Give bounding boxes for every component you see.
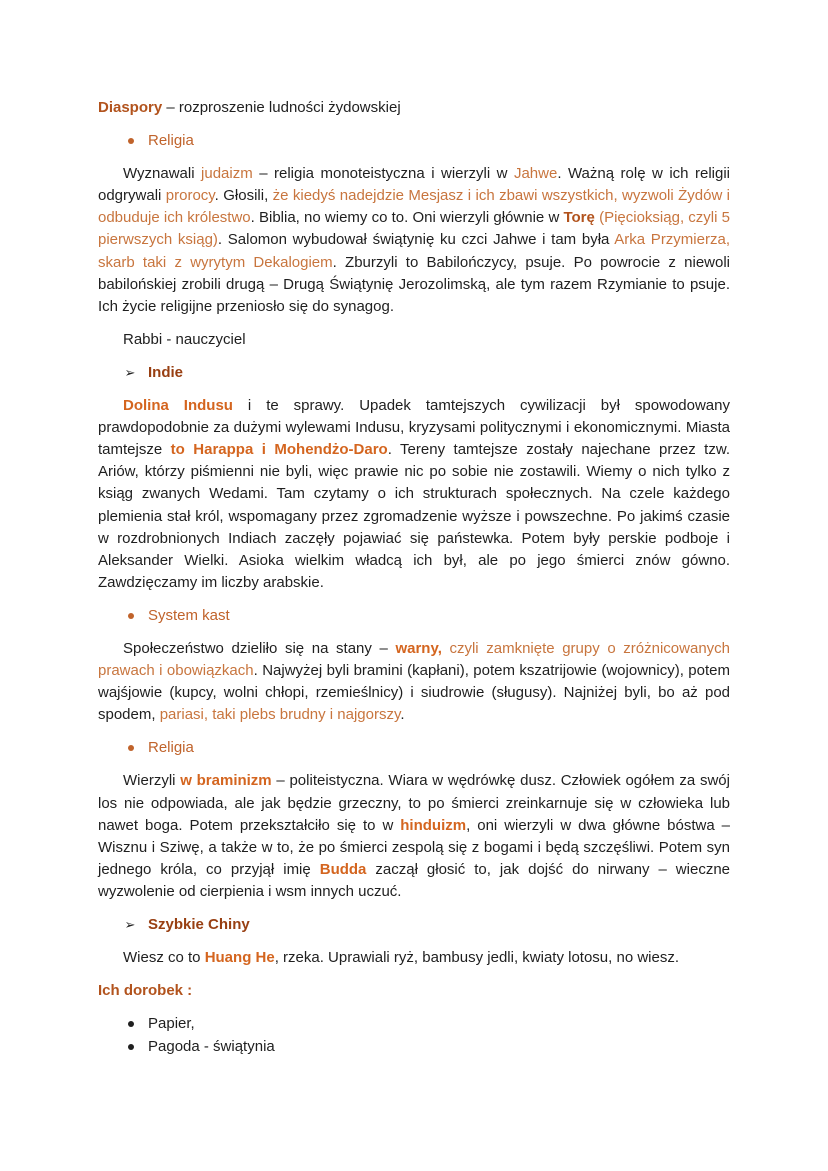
term-diaspory: Diaspory — [98, 99, 163, 116]
text: Społeczeństwo dzieliło się na stany – — [123, 639, 396, 657]
section-heading-system-kast — [98, 605, 730, 627]
paragraph-kasty — [98, 638, 730, 726]
text: . Salomon wybudował świątynię ku czci Jahwe i tam była — [217, 231, 615, 249]
achievements-heading: Ich dorobek : — [98, 982, 193, 1000]
highlight-pariasi: pariasi, taki plebs brudny i najgorszy — [159, 706, 401, 724]
arrow-bullet-icon: ➢ — [124, 364, 136, 380]
highlight-mesjasz: że kiedyś nadejdzie Mesjasz i ich zbawi wszystkich, wyzwoli Żydów i odbuduje ich królestwo — [98, 187, 731, 227]
document-page — [98, 97, 730, 1058]
text: . — [400, 706, 405, 724]
section-title: Religia — [148, 739, 194, 757]
section-heading-religia — [98, 130, 730, 152]
text: – religia monoteistyczna i wierzyli w — [252, 165, 514, 183]
text: Wiesz co to — [123, 949, 205, 967]
highlight-pieciksiag: (Pięcioksiąg, czyli 5 pierwszych ksiąg) — [98, 209, 730, 249]
diaspory-line — [98, 97, 730, 119]
text: i te sprawy. Upadek tamtejszych cywilizacji był spowodowany prawdopodobnie za dużymi wylewami Indusu, kryzysami politycznymi i ekonomicznymi. Miasta tamtejsze — [98, 397, 730, 459]
highlight-prorocy: prorocy — [165, 187, 215, 205]
section-heading-religia-2 — [98, 737, 730, 759]
highlight-miasta: to Harappa i Mohendżo-Daro — [170, 441, 388, 459]
highlight-tora: Torę — [563, 209, 595, 227]
text: – politeistyczna. Wiara w wędrówkę dusz. Człowiek ogółem za swój los nie odpowiada, ale jak będzie grzeczny, to po śmierci zreinkarnuje się w człowieka lub nawet boga. Potem przekształciło się to w — [98, 772, 730, 834]
list-item-text: Papier, — [148, 1015, 195, 1033]
section-title: System kast — [148, 606, 230, 624]
text: zaczął głosić to, jak dojść do nirwany – wieczne wyzwolenie od cierpienia i wsm innych uczuć. — [98, 860, 730, 900]
section-heading-indie — [98, 362, 730, 384]
text: Wyznawali — [123, 165, 202, 183]
paragraph-judaizm — [98, 163, 730, 318]
highlight-warny: warny, — [395, 639, 442, 657]
text: . Głosili, — [214, 187, 273, 205]
section-heading-chiny — [98, 914, 730, 936]
text: Wierzyli — [123, 772, 181, 790]
section-title: Szybkie Chiny — [148, 916, 250, 933]
text: . Ważną rolę w ich religii odgrywali — [98, 165, 731, 205]
text: . Tereny tamtejsze zostały najechane przez tzw. Ariów, którzy piśmienni nie byli, więc prawie nic po sobie nie zostawili. Wiemy o nich tylko z ksiąg zwanych Wedami. Tam czytamy o ich strukturach społecznych. Na czele każdego plemienia stał król, wspomagany przez zgromadzenie wyższe i powszechne. Po jakimś czasie w rozdrobnionych Indiach zaczęły pojawiać się państewka. Potem były perskie podboje i Aleksander Wielki. Asioka wielkim władcą ich był, ale po jego śmierci znów gówno. Zawdzięczamy im liczby arabskie. — [98, 441, 731, 591]
highlight-budda: Budda — [319, 860, 367, 878]
diaspory-definition: – rozproszenie ludności żydowskiej — [162, 99, 401, 116]
list-item — [98, 1013, 730, 1035]
text: , rzeka. Uprawiali ryż, bambusy jedli, kwiaty lotosu, no wiesz. — [274, 949, 680, 967]
highlight-huang-he: Huang He — [204, 949, 275, 967]
highlight-judaizm: judaizm — [201, 165, 253, 183]
text: . Biblia, no wiemy co to. Oni wierzyli głównie w — [250, 209, 564, 227]
paragraph-braminizm — [98, 770, 730, 903]
highlight-dolina-indusu: Dolina Indusu — [123, 397, 233, 415]
text: . Zburzyli to Babilończycy, psuje. Po powrocie z niewoli babilońskiej zrobili drugą – Drugą Świątynię Jerozolimską, ale tym razem Rzymianie to psuje. Ich życie religijne przeniosło się do synagog. — [98, 253, 730, 315]
highlight-warny-def: czyli zamknięte grupy o zróżnicowanych prawach i obowiązkach — [98, 639, 731, 680]
paragraph-chiny — [98, 947, 730, 969]
highlight-arka: Arka Przymierza, skarb taki z wyrytym Dekalogiem — [98, 231, 730, 271]
arrow-bullet-icon: ➢ — [124, 917, 136, 932]
text: , oni wierzyli w dwa główne bóstwa – Wisznu i Sziwę, a także w to, że po śmierci zespolą się z bogami i będą szczęśliwi. Potem syn jednego króla, co przyjął imię — [98, 816, 730, 878]
section-title: Indie — [148, 363, 184, 381]
paragraph-indie — [98, 395, 730, 594]
highlight-braminizm: w braminizm — [180, 772, 272, 790]
achievements-list — [98, 1013, 730, 1058]
section-title: Religia — [148, 132, 194, 150]
highlight-jahwe: Jahwe — [513, 165, 558, 183]
list-item-text: Pagoda - świątynia — [148, 1038, 275, 1056]
rabbi-line: Rabbi - nauczyciel — [123, 330, 246, 348]
list-item — [98, 1036, 730, 1058]
highlight-hinduizm: hinduizm — [400, 816, 467, 834]
text: . Najwyżej byli bramini (kapłani), potem kszatrijowie (wojownicy), potem wajśjowie (kupcy, wolni chłopi, rzemieślnicy) i siudrowie (sługusy). Najniżej byli, bo aż pod spodem, — [98, 662, 730, 724]
